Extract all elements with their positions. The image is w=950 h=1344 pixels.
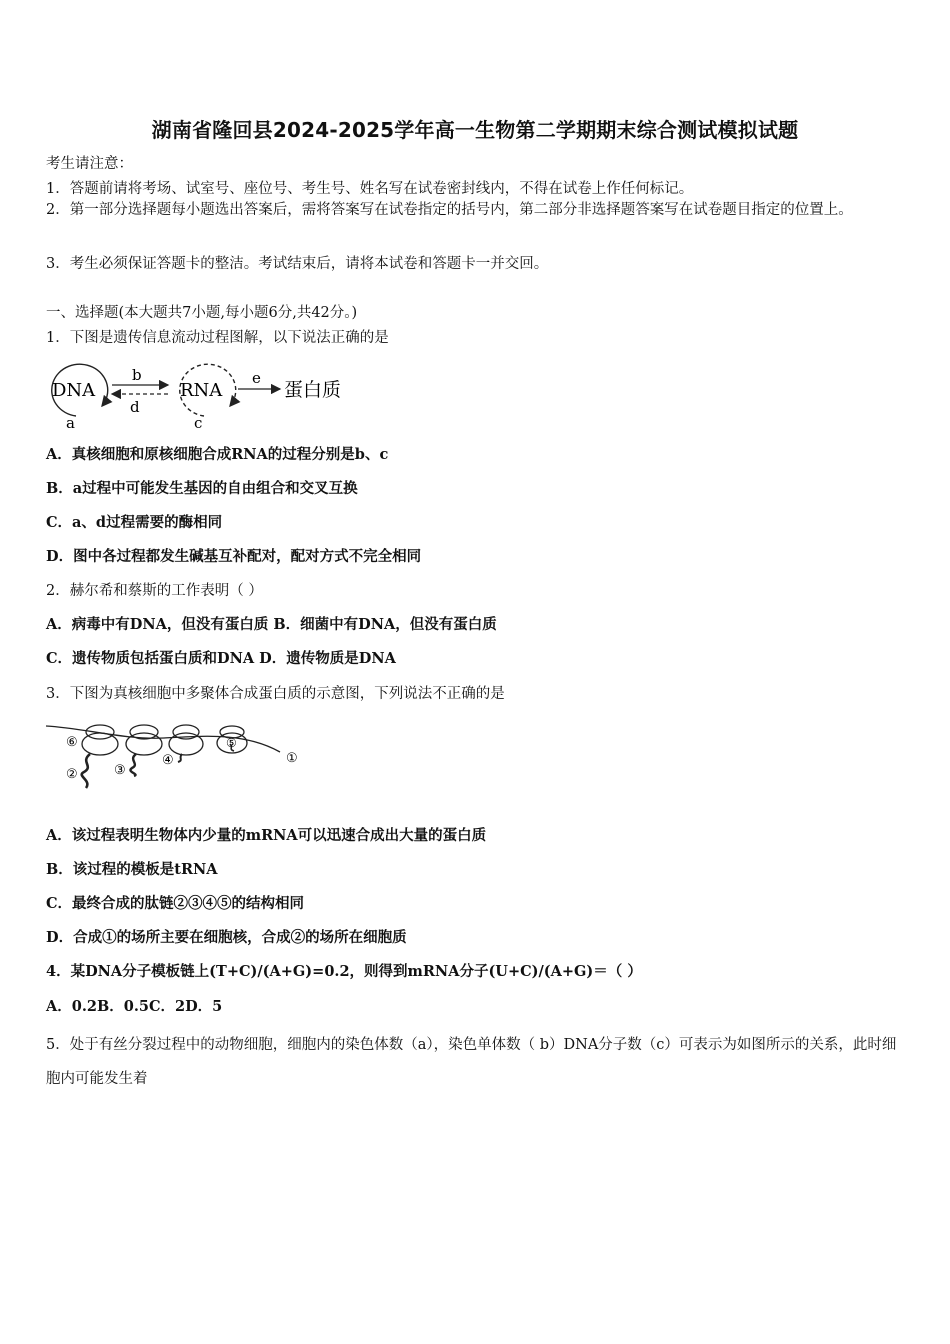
q1-stem: 1．下图是遗传信息流动过程图解，以下说法正确的是 [46, 330, 389, 346]
q3-label-3: ③ [114, 763, 126, 778]
q1-label-e: e [252, 369, 261, 387]
q1-dna-label: DNA [52, 380, 96, 401]
q3-option-d: D．合成①的场所主要在细胞核，合成②的场所在细胞质 [46, 929, 407, 946]
q4-options: A．0.2B．0.5C．2D．5 [46, 998, 223, 1015]
q1-option-a: A．真核细胞和原核细胞合成RNA的过程分别是b、c [46, 446, 389, 463]
q3-figure-polysome-diagram [44, 714, 308, 794]
section-heading: 一、选择题(本大题共7小题,每小题6分,共42分。) [46, 305, 358, 321]
q3-ribosome-large-2 [126, 733, 162, 755]
q1-label-b: b [132, 366, 142, 384]
q3-peptide-chain-3 [130, 754, 136, 776]
q1-option-b: B．a过程中可能发生基因的自由组合和交叉互换 [46, 480, 358, 497]
q1-option-c: C．a、d过程需要的酶相同 [46, 514, 223, 531]
q3-label-2: ② [66, 767, 78, 782]
q2-options-row-1: A．病毒中有DNA，但没有蛋白质 B．细菌中有DNA，但没有蛋白质 [46, 616, 497, 633]
notice-item-3: 3．考生必须保证答题卡的整洁。考试结束后，请将本试卷和答题卡一并交回。 [46, 256, 549, 272]
q4-stem: 4．某DNA分子模板链上(T+C)/(A+G)=0.2，则得到mRNA分子(U+C)/(A+G)＝（ ） [46, 963, 642, 980]
q3-peptide-chain-2 [82, 754, 90, 788]
q3-ribosome-small-1 [86, 725, 114, 739]
notice-item-2: 2．第一部分选择题每小题选出答案后，需将答案写在试卷指定的括号内，第二部分非选择题答案写在试卷题目指定的位置上。 [46, 202, 853, 218]
q3-label-5: ⑤ [226, 736, 237, 750]
q5-stem: 5．处于有丝分裂过程中的动物细胞，细胞内的染色体数（a），染色单体数（ b）DNA分子数（c）可表示为如图所示的关系，此时细胞内可能发生着 [46, 1037, 897, 1087]
q2-options-row-2: C．遗传物质包括蛋白质和DNA D．遗传物质是DNA [46, 650, 396, 667]
q3-label-4: ④ [162, 753, 174, 768]
q3-label-6: ⑥ [66, 735, 78, 750]
q1-option-d: D．图中各过程都发生碱基互补配对，配对方式不完全相同 [46, 548, 422, 565]
q1-label-c: c [194, 414, 203, 432]
q1-protein-label: 蛋白质 [284, 379, 342, 401]
q3-peptide-chain-4 [178, 754, 182, 762]
q3-ribosome-small-2 [130, 725, 158, 739]
q1-rna-label: RNA [180, 380, 223, 401]
notice-heading: 考生请注意： [46, 156, 133, 172]
notice-item-1: 1．答题前请将考场、试室号、座位号、考生号、姓名写在试卷密封线内，不得在试卷上作任何标记。 [46, 181, 694, 197]
q3-option-a: A．该过程表明生物体内少量的mRNA可以迅速合成出大量的蛋白质 [46, 827, 487, 844]
q2-stem: 2．赫尔希和蔡斯的工作表明（ ） [46, 583, 263, 599]
q1-label-a: a [66, 414, 75, 432]
q3-stem: 3．下图为真核细胞中多聚体合成蛋白质的示意图，下列说法不正确的是 [46, 686, 505, 702]
q1-label-d: d [130, 398, 140, 416]
q3-option-c: C．最终合成的肽链②③④⑤的结构相同 [46, 895, 305, 912]
q1-figure-gene-flow-diagram [44, 356, 364, 432]
q3-ribosome-large-1 [82, 733, 118, 755]
q3-label-1: ① [286, 751, 298, 766]
page-title: 湖南省隆回县2024-2025学年高一生物第二学期期末综合测试模拟试题 [151, 118, 799, 142]
q3-option-b: B．该过程的模板是tRNA [46, 861, 218, 878]
